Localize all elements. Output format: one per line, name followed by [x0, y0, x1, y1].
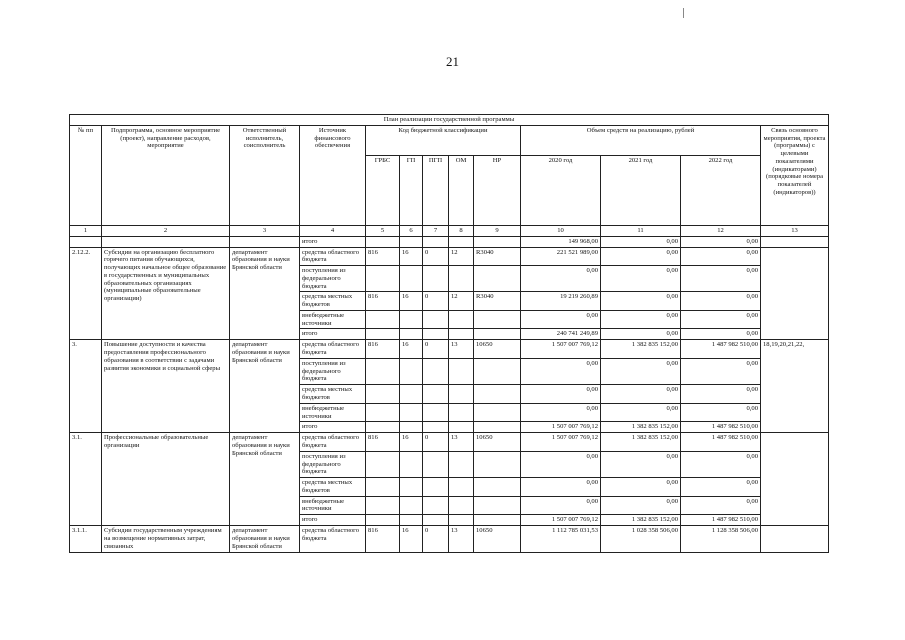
col-number: 11 — [601, 225, 681, 236]
col-number: 13 — [761, 225, 829, 236]
header-2020: 2020 год — [521, 155, 601, 225]
source-label: поступления из федерального бюджета — [300, 358, 366, 384]
source-label: средства областного бюджета — [300, 433, 366, 452]
code-om — [449, 403, 474, 422]
code-nr — [474, 266, 521, 292]
code-nr — [474, 403, 521, 422]
col-number: 12 — [681, 225, 761, 236]
value-2020: 0,00 — [521, 310, 601, 329]
code-gp — [400, 478, 423, 497]
value-2020: 1 507 007 769,12 — [521, 340, 601, 359]
code-gp: 16 — [400, 340, 423, 359]
indicator-link — [761, 247, 829, 340]
value-2022: 0,00 — [681, 496, 761, 515]
code-gp: 16 — [400, 247, 423, 266]
value-2022: 0,00 — [681, 478, 761, 497]
code-pgp — [423, 329, 449, 340]
code-om — [449, 496, 474, 515]
value-2020: 149 968,00 — [521, 236, 601, 247]
code-om — [449, 329, 474, 340]
value-2020: 0,00 — [521, 266, 601, 292]
value-2021: 1 382 835 152,00 — [601, 422, 681, 433]
source-label: средства местных бюджетов — [300, 385, 366, 404]
source-label: внебюджетные источники — [300, 310, 366, 329]
value-2020: 0,00 — [521, 496, 601, 515]
code-gp — [400, 266, 423, 292]
value-2021: 0,00 — [601, 403, 681, 422]
row-number: 3. — [70, 340, 102, 433]
code-pgp — [423, 496, 449, 515]
value-2022: 0,00 — [681, 385, 761, 404]
value-2022: 1 128 358 506,00 — [681, 526, 761, 552]
value-2020: 221 521 989,00 — [521, 247, 601, 266]
source-label: итого — [300, 515, 366, 526]
value-2021: 0,00 — [601, 266, 681, 292]
code-nr — [474, 329, 521, 340]
code-nr — [474, 515, 521, 526]
code-nr — [474, 478, 521, 497]
code-om: 13 — [449, 526, 474, 552]
value-2020: 0,00 — [521, 403, 601, 422]
table-row — [70, 340, 829, 359]
code-pgp: 0 — [423, 292, 449, 311]
value-2020: 0,00 — [521, 451, 601, 477]
value-2020: 0,00 — [521, 358, 601, 384]
col-number: 8 — [449, 225, 474, 236]
indicator-link: 18,19,20,21,22, — [761, 340, 829, 433]
code-grbs — [366, 385, 400, 404]
value-2021: 0,00 — [601, 451, 681, 477]
column-numbers-row — [70, 225, 829, 236]
code-gp — [400, 310, 423, 329]
value-2022: 0,00 — [681, 358, 761, 384]
header-name: Подпрограмма, основное мероприятие (проект), направление расходов, мероприятие — [102, 125, 230, 225]
code-pgp — [423, 478, 449, 497]
value-2022: 0,00 — [681, 236, 761, 247]
value-2020: 19 219 260,89 — [521, 292, 601, 311]
code-grbs — [366, 496, 400, 515]
code-gp — [400, 329, 423, 340]
scan-mark — [683, 8, 684, 18]
value-2020: 1 507 007 769,12 — [521, 422, 601, 433]
value-2022: 1 487 982 510,00 — [681, 340, 761, 359]
code-pgp — [423, 451, 449, 477]
row-name: Профессиональные образовательные организации — [102, 433, 230, 526]
header-executor: Ответственный исполнитель, соисполнитель — [230, 125, 300, 225]
value-2022: 0,00 — [681, 266, 761, 292]
code-nr — [474, 358, 521, 384]
col-number: 2 — [102, 225, 230, 236]
row-name: Субсидии на организацию бесплатного горячего питания обучающихся, получающих начальное общее образование в государственных и муниципальных образовательных организациях (муниципальные образовательные организации) — [102, 247, 230, 340]
value-2021: 0,00 — [601, 236, 681, 247]
code-gp: 16 — [400, 292, 423, 311]
code-grbs: 816 — [366, 292, 400, 311]
header-pgp: ПГП — [423, 155, 449, 225]
value-2021: 0,00 — [601, 478, 681, 497]
code-nr: R3040 — [474, 247, 521, 266]
code-om — [449, 422, 474, 433]
code-om: 13 — [449, 340, 474, 359]
page-number: 21 — [446, 54, 459, 69]
code-om — [449, 515, 474, 526]
value-2022: 0,00 — [681, 329, 761, 340]
value-2022: 0,00 — [681, 451, 761, 477]
code-om: 12 — [449, 247, 474, 266]
code-grbs: 816 — [366, 433, 400, 452]
code-gp — [400, 403, 423, 422]
table-row — [70, 526, 829, 552]
code-gp — [400, 451, 423, 477]
code-gp: 16 — [400, 433, 423, 452]
code-grbs: 816 — [366, 340, 400, 359]
source-label: итого — [300, 422, 366, 433]
code-grbs — [366, 403, 400, 422]
code-om — [449, 478, 474, 497]
code-gp — [400, 422, 423, 433]
col-number: 5 — [366, 225, 400, 236]
header-gp: ГП — [400, 155, 423, 225]
code-pgp: 0 — [423, 526, 449, 552]
row-name: Повышение доступности и качества предоставления профессионального образования в соответствии с задачами развития экономики и социальной сферы — [102, 340, 230, 433]
code-pgp — [423, 310, 449, 329]
header-link: Связь основного мероприятия, проекта (программы) с целевыми показателями (индикаторами) (порядковые номера показателей (индикаторов)) — [761, 125, 829, 225]
header-om: ОМ — [449, 155, 474, 225]
code-om: 12 — [449, 292, 474, 311]
source-label: средства областного бюджета — [300, 247, 366, 266]
code-om — [449, 385, 474, 404]
row-number: 3.1.1. — [70, 526, 102, 552]
code-nr: 10650 — [474, 340, 521, 359]
row-executor: департамент образования и науки Брянской области — [230, 247, 300, 340]
indicator-link — [761, 526, 829, 552]
value-2021: 1 028 358 506,00 — [601, 526, 681, 552]
code-gp — [400, 515, 423, 526]
code-gp — [400, 496, 423, 515]
value-2021: 1 382 835 152,00 — [601, 340, 681, 359]
row-executor: департамент образования и науки Брянской области — [230, 433, 300, 526]
code-grbs — [366, 451, 400, 477]
code-grbs — [366, 310, 400, 329]
code-grbs — [366, 266, 400, 292]
header-2022: 2022 год — [681, 155, 761, 225]
value-2020: 0,00 — [521, 385, 601, 404]
value-2020: 1 507 007 769,12 — [521, 515, 601, 526]
value-2021: 0,00 — [601, 310, 681, 329]
code-nr: 10650 — [474, 526, 521, 552]
value-2021: 0,00 — [601, 496, 681, 515]
col-number: 7 — [423, 225, 449, 236]
code-pgp — [423, 515, 449, 526]
header-budget-code: Код бюджетной классификации — [366, 125, 521, 155]
code-nr — [474, 385, 521, 404]
source-label: итого — [300, 329, 366, 340]
col-number: 9 — [474, 225, 521, 236]
code-gp: 16 — [400, 526, 423, 552]
header-source: Источник финансового обеспечения — [300, 125, 366, 225]
col-number: 1 — [70, 225, 102, 236]
row-number: 3.1. — [70, 433, 102, 526]
code-om — [449, 266, 474, 292]
code-nr — [474, 451, 521, 477]
top-total-row — [70, 236, 829, 247]
value-2021: 0,00 — [601, 385, 681, 404]
program-plan-table — [69, 114, 829, 553]
value-2022: 0,00 — [681, 247, 761, 266]
header-nr: НР — [474, 155, 521, 225]
header-grbs: ГРБС — [366, 155, 400, 225]
col-number: 3 — [230, 225, 300, 236]
code-nr — [474, 422, 521, 433]
source-label: итого — [300, 236, 366, 247]
value-2022: 0,00 — [681, 310, 761, 329]
table-row — [70, 247, 829, 266]
code-pgp — [423, 358, 449, 384]
code-nr — [474, 310, 521, 329]
code-pgp: 0 — [423, 247, 449, 266]
source-label: средства местных бюджетов — [300, 292, 366, 311]
code-om — [449, 451, 474, 477]
code-grbs: 816 — [366, 526, 400, 552]
code-pgp — [423, 422, 449, 433]
value-2021: 1 382 835 152,00 — [601, 433, 681, 452]
source-label: внебюджетные источники — [300, 403, 366, 422]
value-2021: 1 382 835 152,00 — [601, 515, 681, 526]
source-label: внебюджетные источники — [300, 496, 366, 515]
row-name: Субсидии государственным учреждениям на возмещение нормативных затрат, связанных — [102, 526, 230, 552]
code-pgp — [423, 403, 449, 422]
value-2020: 1 507 007 769,12 — [521, 433, 601, 452]
source-label: средства областного бюджета — [300, 526, 366, 552]
header-no: № пп — [70, 125, 102, 225]
col-number: 4 — [300, 225, 366, 236]
row-executor: департамент образования и науки Брянской области — [230, 340, 300, 433]
col-number: 6 — [400, 225, 423, 236]
code-om: 13 — [449, 433, 474, 452]
code-gp — [400, 358, 423, 384]
value-2020: 0,00 — [521, 478, 601, 497]
source-label: поступления из федерального бюджета — [300, 451, 366, 477]
value-2020: 240 741 249,89 — [521, 329, 601, 340]
source-label: поступления из федерального бюджета — [300, 266, 366, 292]
header-2021: 2021 год — [601, 155, 681, 225]
code-grbs: 816 — [366, 247, 400, 266]
code-grbs — [366, 478, 400, 497]
code-om — [449, 310, 474, 329]
source-label: средства областного бюджета — [300, 340, 366, 359]
row-executor: департамент образования и науки Брянской области — [230, 526, 300, 552]
code-pgp — [423, 266, 449, 292]
code-nr: R3040 — [474, 292, 521, 311]
code-nr — [474, 496, 521, 515]
source-label: средства местных бюджетов — [300, 478, 366, 497]
code-grbs — [366, 515, 400, 526]
code-nr: 10650 — [474, 433, 521, 452]
code-grbs — [366, 358, 400, 384]
header-volumes: Объем средств на реализацию, рублей — [521, 125, 761, 155]
code-pgp: 0 — [423, 433, 449, 452]
value-2022: 1 487 982 510,00 — [681, 433, 761, 452]
value-2022: 1 487 982 510,00 — [681, 515, 761, 526]
table-caption: План реализации государственной программы — [70, 115, 829, 126]
code-gp — [400, 385, 423, 404]
value-2022: 0,00 — [681, 292, 761, 311]
value-2020: 1 112 785 031,53 — [521, 526, 601, 552]
col-number: 10 — [521, 225, 601, 236]
value-2021: 0,00 — [601, 329, 681, 340]
value-2021: 0,00 — [601, 292, 681, 311]
table-row — [70, 433, 829, 452]
code-grbs — [366, 329, 400, 340]
code-grbs — [366, 422, 400, 433]
code-om — [449, 358, 474, 384]
value-2022: 0,00 — [681, 403, 761, 422]
value-2021: 0,00 — [601, 247, 681, 266]
indicator-link — [761, 433, 829, 526]
value-2021: 0,00 — [601, 358, 681, 384]
code-pgp: 0 — [423, 340, 449, 359]
value-2022: 1 487 982 510,00 — [681, 422, 761, 433]
code-pgp — [423, 385, 449, 404]
row-number: 2.12.2. — [70, 247, 102, 340]
